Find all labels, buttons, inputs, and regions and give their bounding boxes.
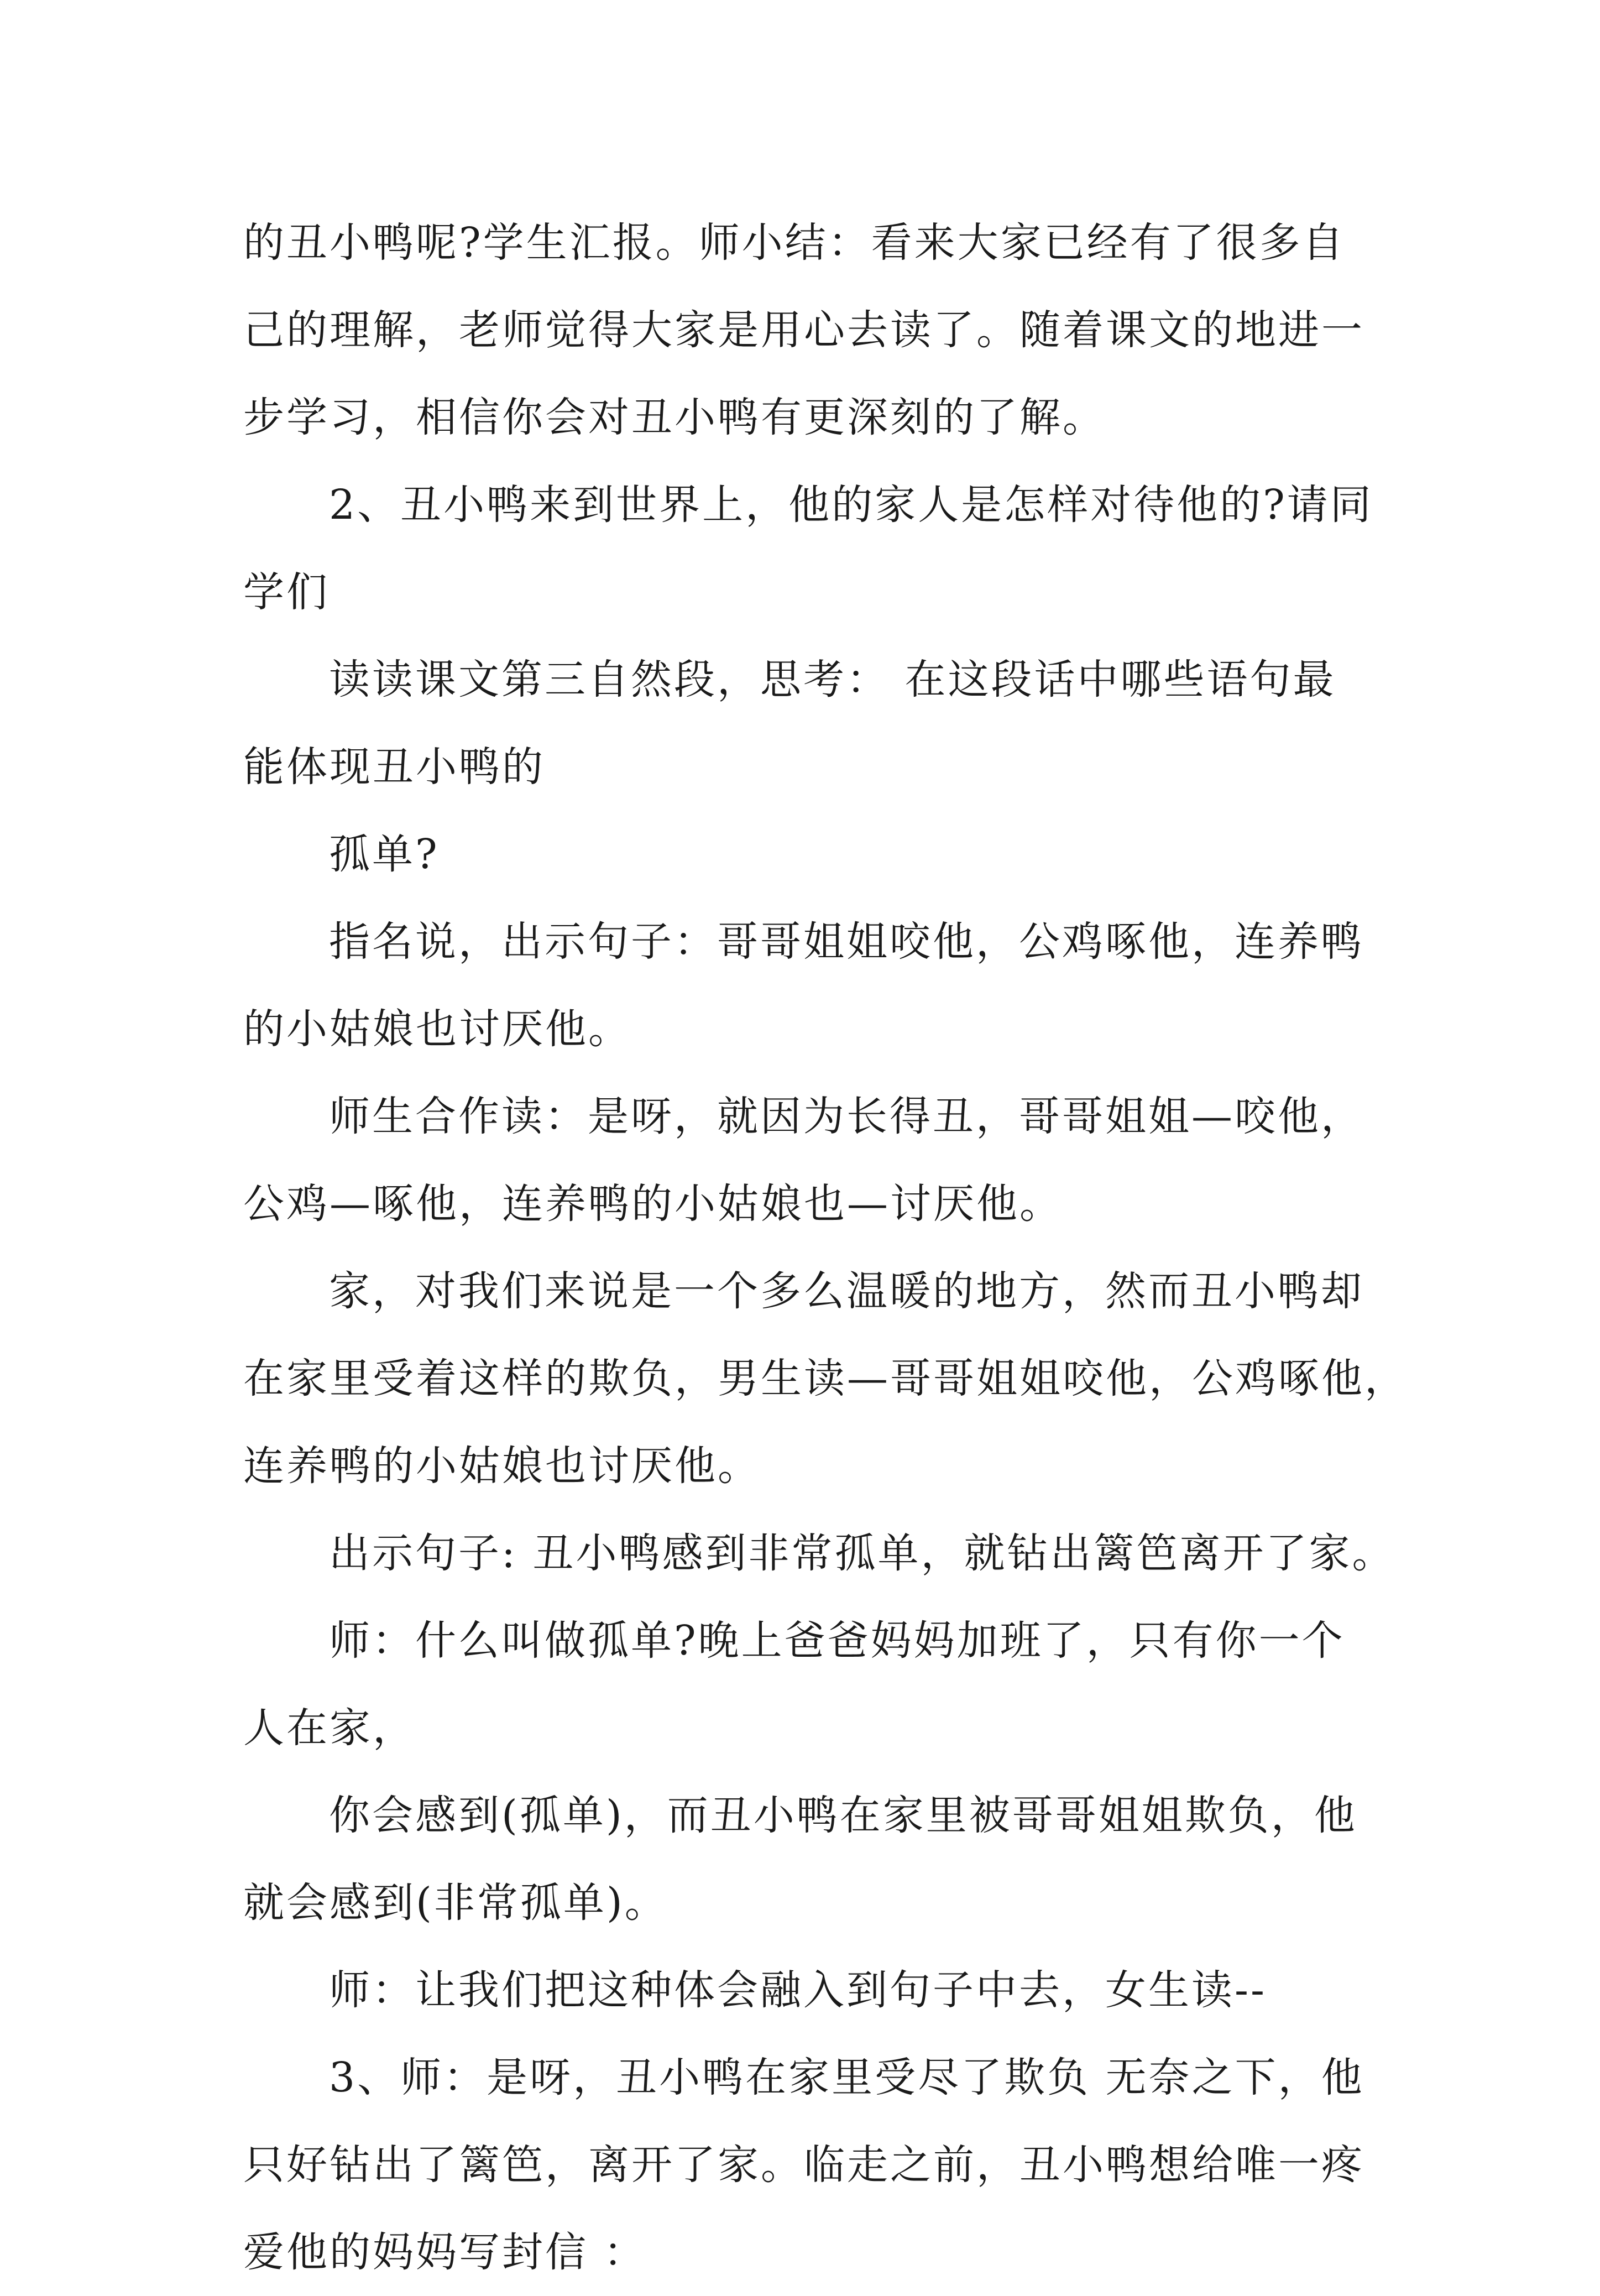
text-line: 的小姑娘也讨厌他。 — [243, 1005, 631, 1053]
text-line: 只好钻出了篱笆，离开了家。临走之前，丑小鸭想给唯一疼 — [243, 2141, 1364, 2189]
text-line: 步学习，相信你会对丑小鸭有更深刻的了解。 — [243, 394, 1106, 441]
text-line: 读读课文第三自然段，思考： 在这段话中哪些语句最 — [329, 656, 1336, 703]
text-line: 能体现丑小鸭的 — [243, 743, 545, 791]
text-line: 孤单? — [329, 831, 440, 878]
text-line: 指名说，出示句子：哥哥姐姐咬他，公鸡啄他，连养鸭 — [329, 918, 1364, 966]
text-line: 爱他的妈妈写封信 ： — [243, 2229, 647, 2276]
body-text — [243, 199, 1408, 2296]
text-line: 师：什么叫做孤单?晚上爸爸妈妈加班了，只有你一个 — [329, 1617, 1345, 1664]
text-line: 的丑小鸭呢?学生汇报。师小结：看来大家已经有了很多自 — [243, 219, 1346, 267]
text-line: 3、师：是呀，丑小鸭在家里受尽了欺负 无奈之下，他 — [329, 2054, 1364, 2101]
text-line: 在家里受着这样的欺负，男生读—哥哥姐姐咬他，公鸡啄他， — [243, 1355, 1408, 1402]
text-line: 连养鸭的小姑娘也讨厌他。 — [243, 1442, 761, 1490]
text-line: 你会感到(孤单)，而丑小鸭在家里被哥哥姐姐欺负，他 — [329, 1792, 1357, 1839]
text-line: 师生合作读：是呀，就因为长得丑，哥哥姐姐—咬他， — [329, 1093, 1364, 1140]
text-line: 己的理解，老师觉得大家是用心去读了。随着课文的地进一 — [243, 306, 1364, 354]
text-line: 学们 — [243, 568, 330, 616]
text-line: 2、丑小鸭来到世界上，他的家人是怎样对待他的?请同 — [329, 481, 1373, 529]
text-line: 公鸡—啄他，连养鸭的小姑娘也—讨厌他。 — [243, 1180, 1063, 1228]
text-line: 出示句子: 丑小鸭感到非常孤单，就钻出篱笆离开了家。 — [329, 1530, 1395, 1577]
text-line: 人在家， — [243, 1704, 416, 1752]
text-line: 家，对我们来说是一个多么温暖的地方，然而丑小鸭却 — [329, 1267, 1364, 1315]
text-line: 师：让我们把这种体会融入到句子中去，女生读-- — [329, 1966, 1267, 2014]
text-line: 就会感到(非常孤单)。 — [243, 1879, 668, 1927]
